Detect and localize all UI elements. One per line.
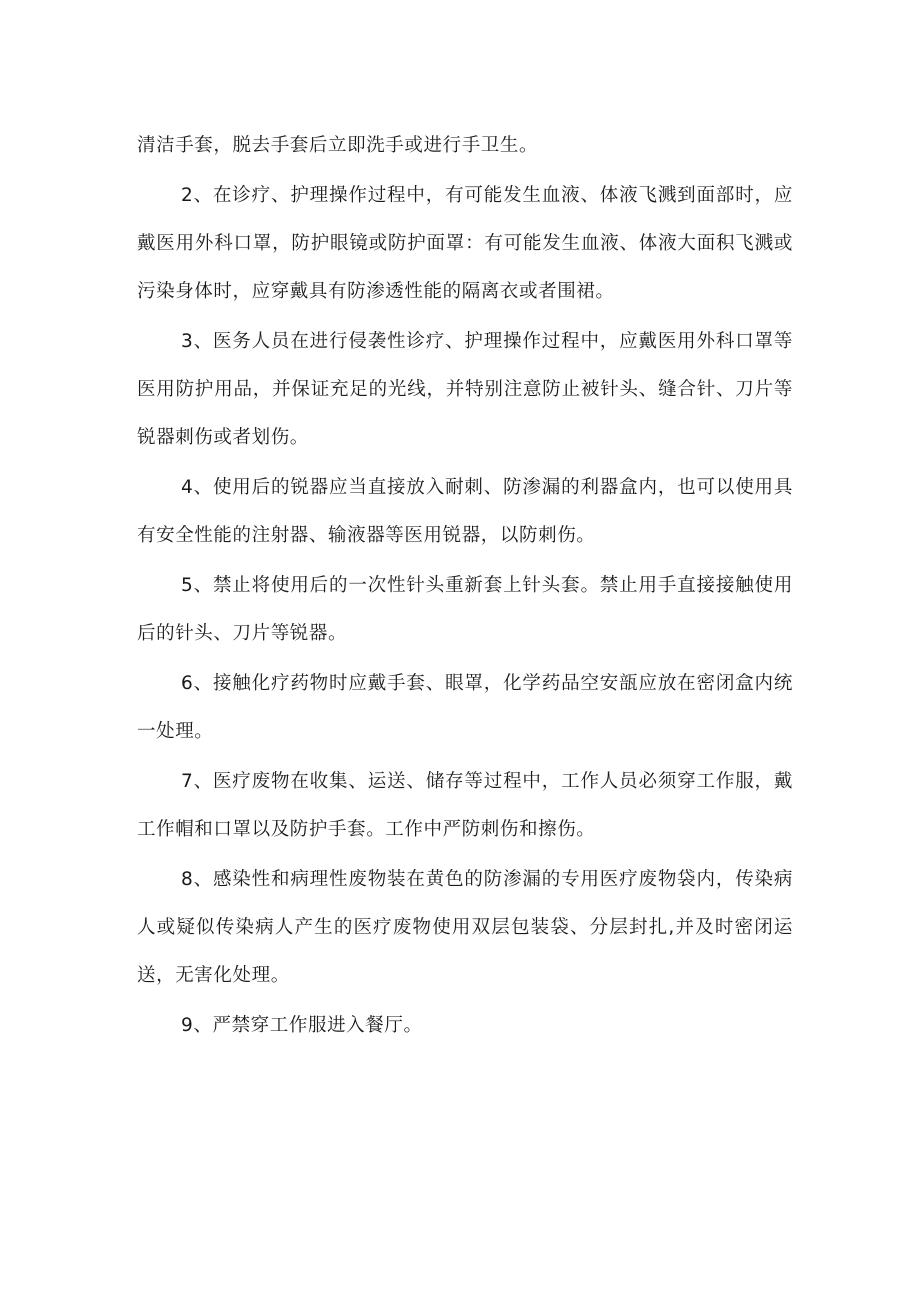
paragraph-item-9: 9、严禁穿工作服进入餐厅。 bbox=[181, 1015, 423, 1036]
paragraph-item-8: 8、感染性和病理性废物装在黄色的防渗漏的专用医疗废物袋内，传染病人或疑似传染病人产生的医疗废物使用双层包装袋、分层封扎,并及时密闭运送，无害化处理。 bbox=[137, 869, 793, 986]
paragraph-item-2: 2、在诊疗、护理操作过程中，有可能发生血液、体液飞溅到面部时，应戴医用外科口罩，防护眼镜或防护面罩：有可能发生血液、体液大面积飞溅或污染身体时，应穿戴具有防渗透性能的隔离衣或者围裙。 bbox=[137, 185, 793, 302]
paragraph-item-7: 7、医疗废物在收集、运送、储存等过程中，工作人员必须穿工作服，戴工作帽和口罩以及防护手套。工作中严防刺伤和擦伤。 bbox=[137, 771, 793, 840]
paragraph-item-6: 6、接触化疗药物时应戴手套、眼罩，化学药品空安瓿应放在密闭盒内统一处理。 bbox=[137, 673, 793, 742]
paragraph-item-4: 4、使用后的锐器应当直接放入耐刺、防渗漏的利器盒内，也可以使用具有安全性能的注射器、输液器等医用锐器，以防刺伤。 bbox=[137, 477, 793, 546]
paragraph-item-5: 5、禁止将使用后的一次性针头重新套上针头套。禁止用手直接接触使用后的针头、刀片等锐器。 bbox=[137, 575, 793, 644]
paragraph-continuation: 清洁手套，脱去手套后立即洗手或进行手卫生。 bbox=[137, 135, 539, 156]
document-body bbox=[137, 122, 793, 1052]
paragraph-item-3: 3、医务人员在进行侵袭性诊疗、护理操作过程中，应戴医用外科口罩等医用防护用品，并保证充足的光线，并特别注意防止被针头、缝合针、刀片等锐器刺伤或者划伤。 bbox=[137, 331, 793, 448]
